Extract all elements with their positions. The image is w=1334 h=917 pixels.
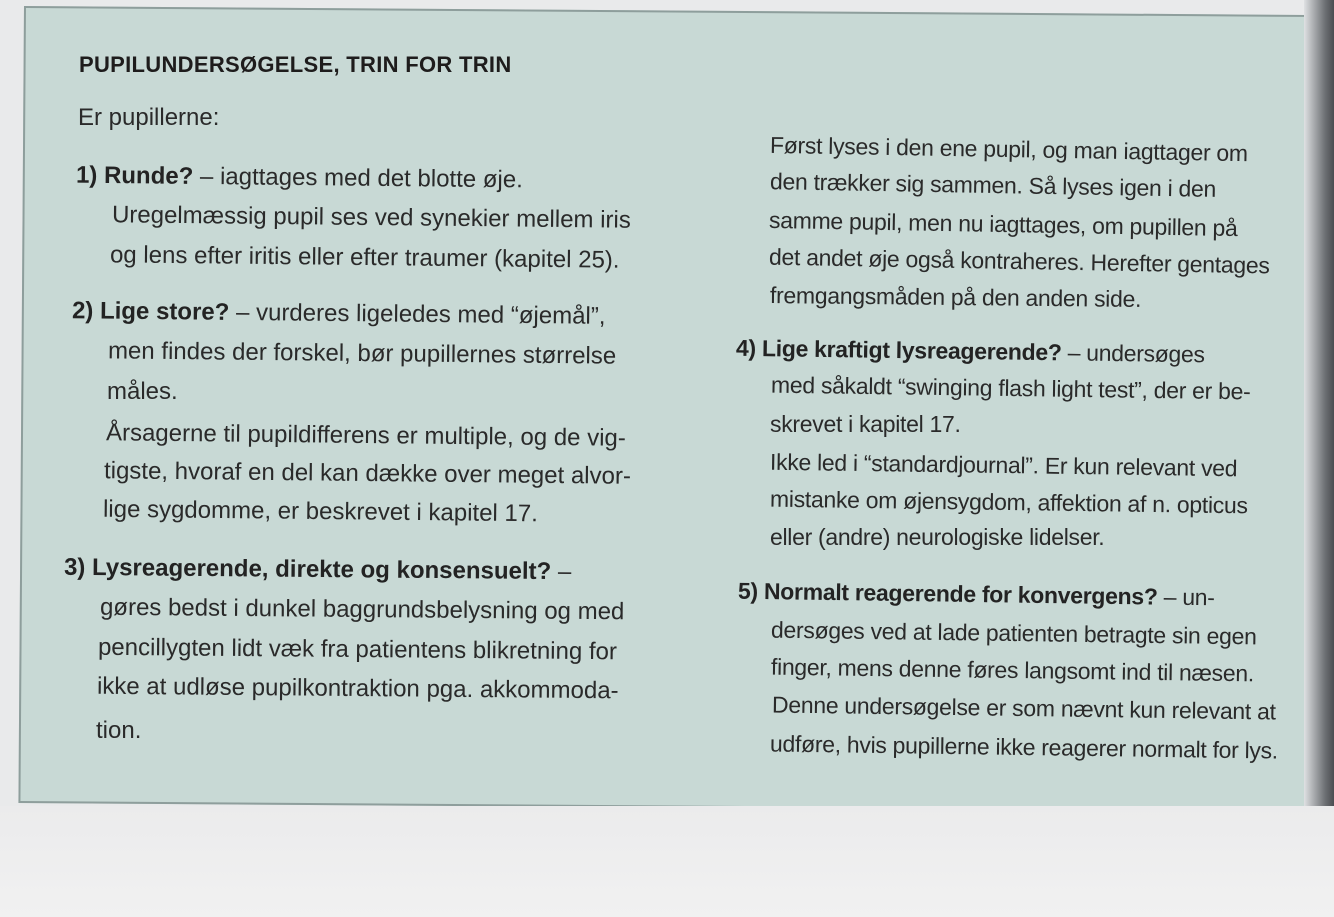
- continuation-line: Først lyses i den ene pupil, og man iagttager om: [769, 131, 1248, 167]
- item-3-line: gøres bedst i dunkel baggrundsbelysning og med: [99, 593, 625, 626]
- item-5-line: Denne undersøgelse er som nævnt kun relevant at: [771, 691, 1276, 725]
- item-4-line: med såkaldt “swinging flash light test”, der er be-: [770, 371, 1251, 405]
- item-2-heading: 2) Lige store?: [71, 297, 230, 326]
- item-4-line: mistanke om øjensygdom, affektion af n. opticus: [769, 485, 1248, 519]
- item-1-line: Uregelmæssig pupil ses ved synekier mellem iris: [111, 201, 631, 234]
- item-4-line: eller (andre) neurologiske lidelser.: [770, 524, 1105, 550]
- item-5-line: finger, mens denne føres langsomt ind til næsen.: [770, 653, 1255, 687]
- continuation-line: fremgangsmåden på den anden side.: [769, 282, 1142, 312]
- item-1-line: og lens efter iritis eller efter traumer (kapitel 25).: [109, 241, 620, 274]
- intro-text: Er pupillerne:: [78, 104, 220, 131]
- item-3-text: –: [551, 558, 572, 586]
- item-4-line: Ikke led i “standardjournal”. Er kun relevant ved: [769, 448, 1238, 482]
- item-4-line: skrevet i kapitel 17.: [770, 411, 961, 437]
- item-1-heading: 1) Runde?: [75, 161, 194, 190]
- item-2-text: – vurderes ligeledes med “øjemål”,: [229, 298, 606, 330]
- item-4-text: – undersøges: [1061, 339, 1205, 368]
- item-5-line: udføre, hvis pupillerne ikke reagerer normalt for lys.: [769, 730, 1279, 764]
- continuation-line: den trækker sig sammen. Så lyses igen i den: [769, 168, 1217, 202]
- item-5-heading: 5) Normalt reagerende for konvergens?: [737, 577, 1158, 610]
- item-2-line: tigste, hvoraf en del kan dække over meget alvor-: [103, 457, 632, 490]
- item-3-heading: 3) Lysreagerende, direkte og konsensuelt?: [63, 553, 552, 586]
- item-3-line: tion.: [96, 717, 142, 744]
- item-5-text: – un-: [1157, 583, 1215, 611]
- item-2-line: måles.: [107, 378, 178, 405]
- item-3-line: ikke at udløse pupilkontraktion pga. akkommoda-: [96, 672, 619, 705]
- item-5-line: dersøges ved at lade patienten betragte sin egen: [770, 616, 1257, 650]
- item-4-heading: 4) Lige kraftigt lysreagerende?: [735, 334, 1062, 366]
- continuation-line: det andet øje også kontraheres. Herefter gentages: [768, 243, 1270, 279]
- item-3-line: pencillygten lidt væk fra patientens blikretning for: [97, 633, 618, 666]
- item-1-text: – iagttages med det blotte øje.: [193, 162, 523, 194]
- page-margin: [0, 806, 1334, 917]
- item-2-line: men findes der forskel, bør pupillernes størrelse: [107, 337, 617, 370]
- book-spine: [1304, 0, 1334, 917]
- item-2-line: Årsagerne til pupildifferens er multiple, og de vig-: [105, 419, 626, 452]
- item-3: [63, 553, 572, 586]
- box-title: PUPILUNDERSØGELSE, TRIN FOR TRIN: [79, 52, 512, 77]
- continuation-line: samme pupil, men nu iagttages, om pupillen på: [768, 206, 1238, 242]
- item-2: [72, 299, 606, 329]
- item-1: [75, 161, 523, 194]
- item-2-line: lige sygdomme, er beskrevet i kapitel 17.: [102, 495, 539, 528]
